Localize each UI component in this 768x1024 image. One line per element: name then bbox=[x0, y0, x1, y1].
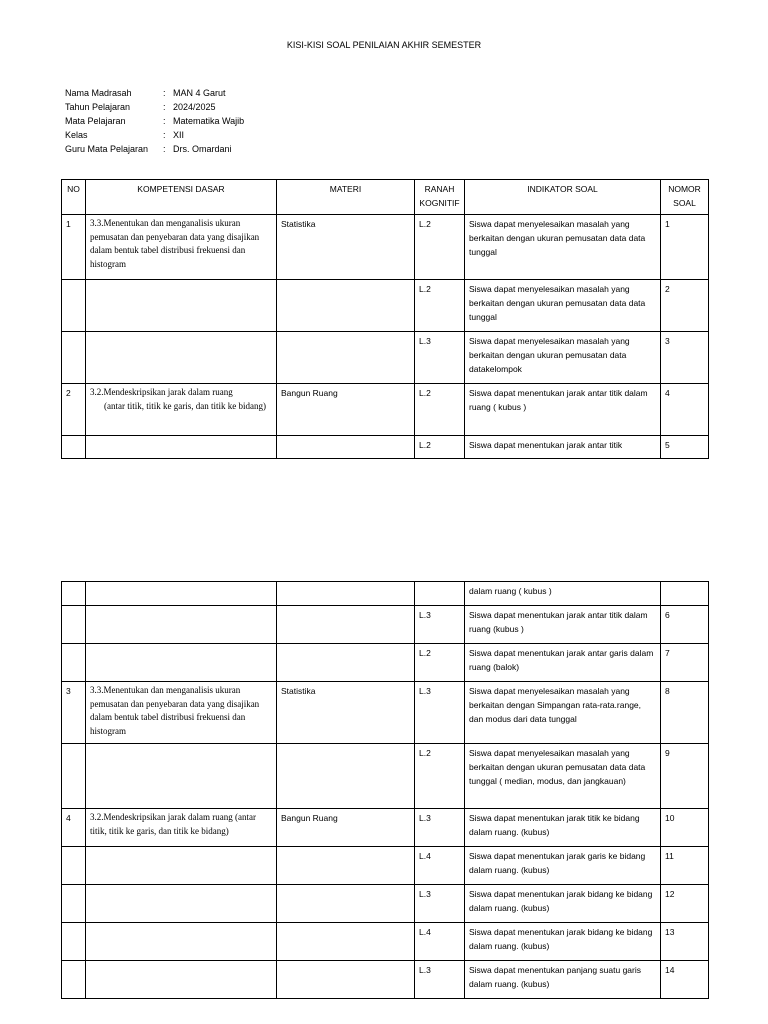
cell-materi bbox=[277, 961, 415, 999]
cell-nomor: 13 bbox=[661, 923, 709, 961]
cell-indikator: Siswa dapat menentukan jarak bidang ke bidang dalam ruang. (kubus) bbox=[465, 923, 661, 961]
cell-materi bbox=[277, 885, 415, 923]
table-row bbox=[62, 847, 709, 885]
identity-row-madrasah bbox=[65, 86, 244, 100]
identity-separator: : bbox=[163, 88, 166, 98]
cell-indikator: Siswa dapat menentukan jarak antar titik dalam ruang ( kubus ) bbox=[465, 384, 661, 436]
cell-ranah: L.3 bbox=[415, 885, 465, 923]
cell-no bbox=[62, 961, 86, 999]
identity-row-tahun bbox=[65, 100, 244, 114]
cell-nomor: 14 bbox=[661, 961, 709, 999]
cell-materi bbox=[277, 644, 415, 682]
cell-kompetensi-dasar bbox=[86, 923, 277, 961]
cell-nomor: 10 bbox=[661, 809, 709, 847]
header-indikator-soal: INDIKATOR SOAL bbox=[465, 180, 661, 215]
identity-value: MAN 4 Garut bbox=[173, 88, 226, 98]
cell-ranah: L.4 bbox=[415, 847, 465, 885]
cell-materi bbox=[277, 582, 415, 606]
cell-ranah: L.2 bbox=[415, 384, 465, 436]
cell-nomor: 8 bbox=[661, 682, 709, 744]
cell-kompetensi-dasar bbox=[86, 961, 277, 999]
table-row bbox=[62, 606, 709, 644]
header-nomor-soal bbox=[661, 180, 709, 215]
cell-indikator: Siswa dapat menentukan jarak antar titik dalam ruang (kubus ) bbox=[465, 606, 661, 644]
table-row bbox=[62, 744, 709, 809]
cell-indikator: Siswa dapat menyelesaikan masalah yang berkaitan dengan Simpangan rata-rata.range, dan modus dari data tunggal bbox=[465, 682, 661, 744]
cell-indikator: Siswa dapat menyelesaikan masalah yang berkaitan dengan ukuran pemusatan data data tunggal ( median, modus, dan jangkauan) bbox=[465, 744, 661, 809]
cell-materi bbox=[277, 436, 415, 459]
cell-kompetensi-dasar bbox=[86, 582, 277, 606]
cell-ranah: L.4 bbox=[415, 923, 465, 961]
cell-ranah: L.3 bbox=[415, 961, 465, 999]
cell-indikator: dalam ruang ( kubus ) bbox=[465, 582, 661, 606]
kd-line-2: (antar titik, titik ke garis, dan titik ke bidang) bbox=[104, 400, 266, 411]
cell-ranah: L.3 bbox=[415, 332, 465, 384]
cell-kompetensi-dasar bbox=[86, 847, 277, 885]
cell-no bbox=[62, 847, 86, 885]
cell-no bbox=[62, 885, 86, 923]
cell-nomor: 11 bbox=[661, 847, 709, 885]
cell-kompetensi-dasar bbox=[86, 885, 277, 923]
cell-no bbox=[62, 436, 86, 459]
cell-materi bbox=[277, 923, 415, 961]
cell-indikator: Siswa dapat menentukan jarak antar titik bbox=[465, 436, 661, 459]
kisi-kisi-table-page-1 bbox=[61, 179, 709, 459]
kd-line-1: 3.2.Mendeskripsikan jarak dalam ruang bbox=[90, 387, 233, 397]
identity-value: XII bbox=[173, 130, 185, 140]
cell-indikator: Siswa dapat menyelesaikan masalah yang berkaitan dengan ukuran pemusatan data data tunggal bbox=[465, 280, 661, 332]
page-title: KISI-KISI SOAL PENILAIAN AKHIR SEMESTER bbox=[286, 40, 482, 50]
cell-materi bbox=[277, 280, 415, 332]
identity-label: Mata Pelajaran bbox=[65, 116, 126, 126]
cell-nomor: 9 bbox=[661, 744, 709, 809]
cell-materi bbox=[277, 744, 415, 809]
cell-ranah: L.2 bbox=[415, 280, 465, 332]
identity-label: Nama Madrasah bbox=[65, 88, 132, 98]
cell-kompetensi-dasar bbox=[86, 436, 277, 459]
cell-indikator: Siswa dapat menentukan jarak antar garis dalam ruang (balok) bbox=[465, 644, 661, 682]
cell-nomor: 5 bbox=[661, 436, 709, 459]
kisi-kisi-table-page-2 bbox=[61, 581, 709, 999]
cell-kompetensi-dasar bbox=[86, 332, 277, 384]
cell-kompetensi-dasar bbox=[86, 384, 277, 436]
identity-separator: : bbox=[163, 102, 166, 112]
cell-no: 3 bbox=[62, 682, 86, 744]
cell-no bbox=[62, 923, 86, 961]
cell-kompetensi-dasar: 3.3.Menentukan dan menganalisis ukuran pemusatan dan penyebaran data yang disajikan dalam bentuk tabel distribusi frekuensi dan histogram bbox=[86, 215, 277, 280]
cell-no bbox=[62, 644, 86, 682]
cell-nomor: 12 bbox=[661, 885, 709, 923]
cell-nomor: 6 bbox=[661, 606, 709, 644]
header-ranah-kognitif bbox=[415, 180, 465, 215]
header-nomor-line1: NOMOR bbox=[668, 184, 701, 194]
cell-ranah: L.3 bbox=[415, 606, 465, 644]
cell-materi bbox=[277, 332, 415, 384]
cell-materi: Statistika bbox=[277, 215, 415, 280]
table-row bbox=[62, 582, 709, 606]
cell-no bbox=[62, 280, 86, 332]
identity-separator: : bbox=[163, 116, 166, 126]
cell-nomor bbox=[661, 582, 709, 606]
table-row bbox=[62, 384, 709, 436]
cell-no bbox=[62, 744, 86, 809]
cell-nomor: 1 bbox=[661, 215, 709, 280]
identity-value: Drs. Omardani bbox=[173, 144, 232, 154]
cell-kompetensi-dasar: 3.3.Menentukan dan menganalisis ukuran pemusatan dan penyebaran data yang disajikan dalam bentuk tabel distribusi frekuensi dan histogram bbox=[86, 682, 277, 744]
cell-indikator: Siswa dapat menentukan jarak bidang ke bidang dalam ruang. (kubus) bbox=[465, 885, 661, 923]
cell-no bbox=[62, 606, 86, 644]
identity-value: Matematika Wajib bbox=[173, 116, 245, 126]
header-ranah-line1: RANAH bbox=[424, 184, 455, 194]
cell-no bbox=[62, 332, 86, 384]
table-header-row bbox=[62, 180, 709, 215]
cell-no: 4 bbox=[62, 809, 86, 847]
cell-kompetensi-dasar bbox=[86, 606, 277, 644]
cell-nomor: 2 bbox=[661, 280, 709, 332]
table-row bbox=[62, 280, 709, 332]
cell-nomor: 4 bbox=[661, 384, 709, 436]
cell-indikator: Siswa dapat menyelesaikan masalah yang berkaitan dengan ukuran pemusatan data data tunggal bbox=[465, 215, 661, 280]
cell-ranah: L.2 bbox=[415, 644, 465, 682]
cell-ranah: L.2 bbox=[415, 215, 465, 280]
table-row bbox=[62, 644, 709, 682]
cell-kompetensi-dasar bbox=[86, 744, 277, 809]
identity-label: Kelas bbox=[65, 130, 88, 140]
cell-ranah: L.2 bbox=[415, 744, 465, 809]
identity-separator: : bbox=[163, 130, 166, 140]
cell-no: 1 bbox=[62, 215, 86, 280]
header-no: NO bbox=[62, 180, 86, 215]
table-row bbox=[62, 215, 709, 280]
cell-materi: Bangun Ruang bbox=[277, 809, 415, 847]
cell-kompetensi-dasar: 3.2.Mendeskripsikan jarak dalam ruang (antar titik, titik ke garis, dan titik ke bidang) bbox=[86, 809, 277, 847]
header-kompetensi-dasar: KOMPETENSI DASAR bbox=[86, 180, 277, 215]
table-row bbox=[62, 809, 709, 847]
cell-kompetensi-dasar bbox=[86, 280, 277, 332]
identity-row-mapel bbox=[65, 114, 244, 128]
cell-materi bbox=[277, 847, 415, 885]
table-row bbox=[62, 682, 709, 744]
header-nomor-line2: SOAL bbox=[673, 198, 696, 208]
cell-nomor: 3 bbox=[661, 332, 709, 384]
cell-nomor: 7 bbox=[661, 644, 709, 682]
cell-kompetensi-dasar bbox=[86, 644, 277, 682]
cell-no: 2 bbox=[62, 384, 86, 436]
cell-no bbox=[62, 582, 86, 606]
cell-ranah bbox=[415, 582, 465, 606]
identity-separator: : bbox=[163, 144, 166, 154]
cell-ranah: L.3 bbox=[415, 682, 465, 744]
cell-indikator: Siswa dapat menyelesaikan masalah yang berkaitan dengan ukuran pemusatan data datakelompok bbox=[465, 332, 661, 384]
cell-indikator: Siswa dapat menentukan panjang suatu garis dalam ruang. (kubus) bbox=[465, 961, 661, 999]
table-row bbox=[62, 436, 709, 459]
table-row bbox=[62, 332, 709, 384]
identity-block bbox=[65, 86, 244, 156]
identity-value: 2024/2025 bbox=[173, 102, 216, 112]
identity-label: Guru Mata Pelajaran bbox=[65, 144, 149, 154]
header-materi: MATERI bbox=[277, 180, 415, 215]
table-row bbox=[62, 961, 709, 999]
table-row bbox=[62, 923, 709, 961]
cell-indikator: Siswa dapat menentukan jarak garis ke bidang dalam ruang. (kubus) bbox=[465, 847, 661, 885]
cell-indikator: Siswa dapat menentukan jarak titik ke bidang dalam ruang. (kubus) bbox=[465, 809, 661, 847]
identity-row-guru bbox=[65, 142, 244, 156]
cell-materi bbox=[277, 606, 415, 644]
cell-materi: Statistika bbox=[277, 682, 415, 744]
header-ranah-line2: KOGNITIF bbox=[419, 198, 460, 208]
table-row bbox=[62, 885, 709, 923]
identity-row-kelas bbox=[65, 128, 244, 142]
identity-label: Tahun Pelajaran bbox=[65, 102, 131, 112]
cell-materi: Bangun Ruang bbox=[277, 384, 415, 436]
cell-ranah: L.3 bbox=[415, 809, 465, 847]
cell-ranah: L.2 bbox=[415, 436, 465, 459]
